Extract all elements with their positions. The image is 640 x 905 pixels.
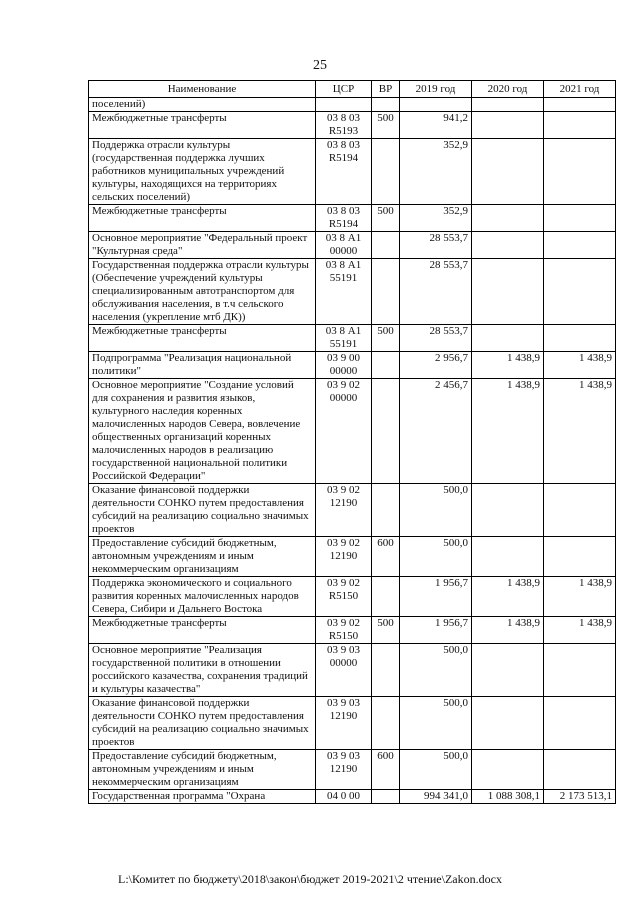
row-2021: 1 438,9 xyxy=(544,352,616,379)
row-2020 xyxy=(472,537,544,577)
page-number: 25 xyxy=(313,58,327,73)
row-2020 xyxy=(472,98,544,112)
row-name: Оказание финансовой поддержки деятельности СОНКО путем предоставления субсидий на реализацию социально значимых проектов xyxy=(89,484,316,537)
row-2021: 1 438,9 xyxy=(544,617,616,644)
row-csr: 03 9 03 12190 xyxy=(316,697,372,750)
row-vr: 500 xyxy=(372,617,400,644)
row-2020: 1 438,9 xyxy=(472,379,544,484)
row-2021 xyxy=(544,644,616,697)
row-2021 xyxy=(544,259,616,325)
row-2020 xyxy=(472,232,544,259)
row-vr xyxy=(372,644,400,697)
table-row xyxy=(89,617,616,644)
row-vr xyxy=(372,697,400,750)
table-row xyxy=(89,750,616,790)
row-csr: 03 9 02 12190 xyxy=(316,484,372,537)
row-vr xyxy=(372,484,400,537)
row-name: Межбюджетные трансферты xyxy=(89,205,316,232)
row-vr: 600 xyxy=(372,537,400,577)
row-2019: 1 956,7 xyxy=(400,617,472,644)
row-2019: 500,0 xyxy=(400,537,472,577)
table-row xyxy=(89,325,616,352)
row-name: Поддержка экономического и социального развития коренных малочисленных народов Севера, Сибири и Дальнего Востока xyxy=(89,577,316,617)
row-name: Предоставление субсидий бюджетным, автономным учреждениям и иным некоммерческим организациям xyxy=(89,750,316,790)
row-name: Государственная программа "Охрана xyxy=(89,790,316,804)
row-csr: 03 9 00 00000 xyxy=(316,352,372,379)
row-2020 xyxy=(472,139,544,205)
table-row xyxy=(89,112,616,139)
row-2021 xyxy=(544,112,616,139)
row-name: поселений) xyxy=(89,98,316,112)
row-csr: 03 9 02 12190 xyxy=(316,537,372,577)
row-2019: 28 553,7 xyxy=(400,325,472,352)
row-2021 xyxy=(544,98,616,112)
row-vr xyxy=(372,790,400,804)
row-2019: 1 956,7 xyxy=(400,577,472,617)
table-row xyxy=(89,205,616,232)
row-csr: 03 9 03 00000 xyxy=(316,644,372,697)
row-2019: 352,9 xyxy=(400,205,472,232)
row-csr: 04 0 00 xyxy=(316,790,372,804)
row-vr xyxy=(372,232,400,259)
header-2021: 2021 год xyxy=(544,81,616,98)
row-2021 xyxy=(544,537,616,577)
row-vr xyxy=(372,139,400,205)
row-name: Межбюджетные трансферты xyxy=(89,617,316,644)
row-name: Подпрограмма "Реализация национальной политики" xyxy=(89,352,316,379)
row-vr: 500 xyxy=(372,205,400,232)
row-csr: 03 9 02 R5150 xyxy=(316,617,372,644)
row-2021 xyxy=(544,325,616,352)
row-csr: 03 8 03 R5194 xyxy=(316,205,372,232)
row-2019: 500,0 xyxy=(400,644,472,697)
row-vr xyxy=(372,98,400,112)
row-2019: 2 456,7 xyxy=(400,379,472,484)
row-2019: 28 553,7 xyxy=(400,232,472,259)
row-vr xyxy=(372,577,400,617)
table-row xyxy=(89,232,616,259)
row-name: Межбюджетные трансферты xyxy=(89,112,316,139)
row-2021 xyxy=(544,484,616,537)
row-name: Поддержка отрасли культуры (государственная поддержка лучших работников муниципальных учреждений культуры, находящихся на территориях сельских поселений) xyxy=(89,139,316,205)
header-2020: 2020 год xyxy=(472,81,544,98)
header-csr: ЦСР xyxy=(316,81,372,98)
row-csr: 03 8 А1 55191 xyxy=(316,325,372,352)
table-row xyxy=(89,577,616,617)
row-2020: 1 438,9 xyxy=(472,617,544,644)
footer-file-path: L:\Комитет по бюджету\2018\закон\бюджет 2019-2021\2 чтение\Zakon.docx xyxy=(118,872,502,886)
row-2019 xyxy=(400,98,472,112)
row-name: Государственная поддержка отрасли культуры (Обеспечение учреждений культуры специализированным автотранспортом для обслуживания населения, в т.ч сельского населения (укрепление мтб ДК)) xyxy=(89,259,316,325)
header-vr: ВР xyxy=(372,81,400,98)
row-vr: 600 xyxy=(372,750,400,790)
row-2019: 500,0 xyxy=(400,750,472,790)
row-2020 xyxy=(472,644,544,697)
table-row xyxy=(89,352,616,379)
row-2019: 500,0 xyxy=(400,697,472,750)
row-csr: 03 8 А1 00000 xyxy=(316,232,372,259)
table-row xyxy=(89,484,616,537)
row-vr: 500 xyxy=(372,325,400,352)
row-2020 xyxy=(472,325,544,352)
row-vr xyxy=(372,352,400,379)
row-2021 xyxy=(544,139,616,205)
row-vr xyxy=(372,259,400,325)
row-vr xyxy=(372,379,400,484)
row-csr: 03 9 02 00000 xyxy=(316,379,372,484)
row-csr: 03 8 А1 55191 xyxy=(316,259,372,325)
row-2019: 352,9 xyxy=(400,139,472,205)
row-2021: 1 438,9 xyxy=(544,379,616,484)
row-2019: 28 553,7 xyxy=(400,259,472,325)
row-csr: 03 8 03 R5193 xyxy=(316,112,372,139)
row-2021 xyxy=(544,205,616,232)
row-2021 xyxy=(544,750,616,790)
row-2021: 1 438,9 xyxy=(544,577,616,617)
row-csr: 03 8 03 R5194 xyxy=(316,139,372,205)
table-row xyxy=(89,139,616,205)
row-2019: 994 341,0 xyxy=(400,790,472,804)
row-name: Основное мероприятие "Реализация государственной политики в отношении российского казачества, сохранения традиций и культуры казачества" xyxy=(89,644,316,697)
row-2020 xyxy=(472,259,544,325)
row-2021 xyxy=(544,697,616,750)
row-csr xyxy=(316,98,372,112)
table-header-row xyxy=(89,81,616,98)
table-row xyxy=(89,259,616,325)
table-row xyxy=(89,379,616,484)
row-2020 xyxy=(472,484,544,537)
header-name: Наименование xyxy=(89,81,316,98)
row-name: Основное мероприятие "Создание условий для сохранения и развития языков, культурного наследия коренных малочисленных народов Севера, вовлечение общественных организаций коренных малочисленных народов в реализацию государственной национальной политики Российской Федерации" xyxy=(89,379,316,484)
row-2020 xyxy=(472,750,544,790)
table-row xyxy=(89,537,616,577)
row-2019: 941,2 xyxy=(400,112,472,139)
row-2021: 2 173 513,1 xyxy=(544,790,616,804)
row-name: Предоставление субсидий бюджетным, автономным учреждениям и иным некоммерческим организациям xyxy=(89,537,316,577)
table-row xyxy=(89,98,616,112)
row-csr: 03 9 03 12190 xyxy=(316,750,372,790)
row-name: Оказание финансовой поддержки деятельности СОНКО путем предоставления субсидий на реализацию социально значимых проектов xyxy=(89,697,316,750)
row-2020 xyxy=(472,205,544,232)
row-2021 xyxy=(544,232,616,259)
table-row xyxy=(89,697,616,750)
row-csr: 03 9 02 R5150 xyxy=(316,577,372,617)
row-2019: 2 956,7 xyxy=(400,352,472,379)
row-2020: 1 438,9 xyxy=(472,352,544,379)
table-row xyxy=(89,790,616,804)
budget-table xyxy=(88,80,616,804)
row-2020: 1 438,9 xyxy=(472,577,544,617)
header-2019: 2019 год xyxy=(400,81,472,98)
row-vr: 500 xyxy=(372,112,400,139)
row-name: Основное мероприятие "Федеральный проект "Культурная среда" xyxy=(89,232,316,259)
table-row xyxy=(89,644,616,697)
row-2019: 500,0 xyxy=(400,484,472,537)
row-2020: 1 088 308,1 xyxy=(472,790,544,804)
row-name: Межбюджетные трансферты xyxy=(89,325,316,352)
row-2020 xyxy=(472,112,544,139)
row-2020 xyxy=(472,697,544,750)
